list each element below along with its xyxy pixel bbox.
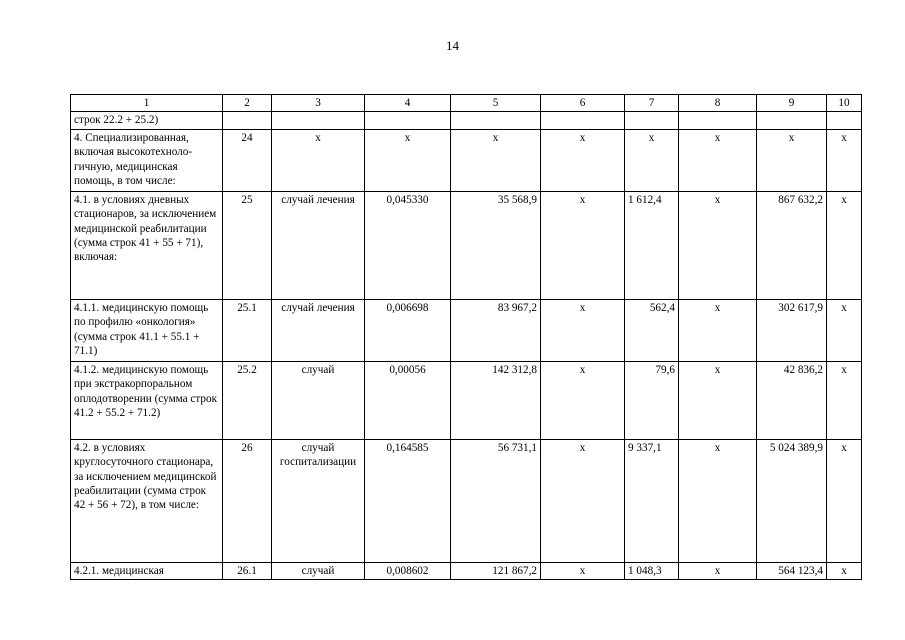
value-cell: х	[679, 129, 757, 191]
value-cell: 5 024 389,9	[757, 439, 827, 562]
value-cell: х	[757, 129, 827, 191]
value-cell: 79,6	[625, 361, 679, 439]
table-row	[71, 439, 862, 562]
row-number: 26.1	[223, 562, 272, 579]
table-row	[71, 112, 862, 129]
page-number: 14	[446, 38, 459, 53]
row-label: 4.1.2. медицинскую помощь при экстракорпоральном оплодотворении (сумма строк 41.2 + 55.2 + 71.2)	[71, 361, 223, 439]
column-header: 3	[272, 95, 365, 112]
norm-cell: 0,164585	[365, 439, 451, 562]
cost-cell: 121 867,2	[451, 562, 541, 579]
norm-cell: 0,008602	[365, 562, 451, 579]
value-cell: х	[827, 439, 862, 562]
unit-cell: х	[272, 129, 365, 191]
column-header: 8	[679, 95, 757, 112]
norm-cell	[365, 112, 451, 129]
column-header: 7	[625, 95, 679, 112]
unit-cell: случай лечения	[272, 191, 365, 299]
cost-cell: 142 312,8	[451, 361, 541, 439]
value-cell: х	[827, 191, 862, 299]
row-number: 25.2	[223, 361, 272, 439]
value-cell	[541, 112, 625, 129]
value-cell: х	[827, 562, 862, 579]
value-cell: х	[541, 299, 625, 361]
value-cell: х	[827, 299, 862, 361]
column-header: 1	[71, 95, 223, 112]
norm-cell: 0,006698	[365, 299, 451, 361]
value-cell: х	[541, 562, 625, 579]
table-row	[71, 562, 862, 579]
table-row	[71, 299, 862, 361]
value-cell	[827, 112, 862, 129]
table-row	[71, 361, 862, 439]
unit-cell	[272, 112, 365, 129]
value-cell: 42 836,2	[757, 361, 827, 439]
row-label: 4.1. в условиях дневных стационаров, за исключением медицинской реабилитации (сумма строк 41 + 55 + 71), включая:	[71, 191, 223, 299]
norm-cell: 0,045330	[365, 191, 451, 299]
value-cell: х	[625, 129, 679, 191]
cost-cell	[451, 112, 541, 129]
data-table	[70, 94, 862, 580]
column-header: 9	[757, 95, 827, 112]
table-header-row	[71, 95, 862, 112]
value-cell: х	[679, 299, 757, 361]
value-cell: 9 337,1	[625, 439, 679, 562]
cost-cell: 56 731,1	[451, 439, 541, 562]
value-cell: 564 123,4	[757, 562, 827, 579]
value-cell: х	[541, 439, 625, 562]
column-header: 5	[451, 95, 541, 112]
cost-cell: 35 568,9	[451, 191, 541, 299]
value-cell: х	[679, 361, 757, 439]
row-number	[223, 112, 272, 129]
column-header: 4	[365, 95, 451, 112]
column-header: 10	[827, 95, 862, 112]
value-cell: 1 048,3	[625, 562, 679, 579]
value-cell: 1 612,4	[625, 191, 679, 299]
value-cell: х	[827, 361, 862, 439]
cost-cell: х	[451, 129, 541, 191]
value-cell	[679, 112, 757, 129]
value-cell: х	[827, 129, 862, 191]
norm-cell: 0,00056	[365, 361, 451, 439]
row-label: строк 22.2 + 25.2)	[71, 112, 223, 129]
cost-cell: 83 967,2	[451, 299, 541, 361]
row-number: 26	[223, 439, 272, 562]
column-header: 6	[541, 95, 625, 112]
value-cell: х	[679, 439, 757, 562]
row-number: 25.1	[223, 299, 272, 361]
unit-cell: случай	[272, 562, 365, 579]
unit-cell: случай госпитализации	[272, 439, 365, 562]
value-cell: 302 617,9	[757, 299, 827, 361]
table-row	[71, 191, 862, 299]
unit-cell: случай	[272, 361, 365, 439]
row-label: 4.2. в условиях круглосуточного стационара, за исключением медицинской реабилитации (сумма строк 42 + 56 + 72), в том числе:	[71, 439, 223, 562]
value-cell: х	[679, 191, 757, 299]
table-row	[71, 129, 862, 191]
value-cell	[625, 112, 679, 129]
row-label: 4.1.1. медицинскую помощь по профилю «онкология» (сумма строк 41.1 + 55.1 + 71.1)	[71, 299, 223, 361]
row-label: 4. Специализированная, включая высокотехноло-гичную, медицинская помощь, в том числе:	[71, 129, 223, 191]
value-cell: х	[679, 562, 757, 579]
norm-cell: х	[365, 129, 451, 191]
unit-cell: случай лечения	[272, 299, 365, 361]
value-cell	[757, 112, 827, 129]
column-header: 2	[223, 95, 272, 112]
row-label: 4.2.1. медицинская	[71, 562, 223, 579]
row-number: 25	[223, 191, 272, 299]
row-number: 24	[223, 129, 272, 191]
value-cell: х	[541, 191, 625, 299]
value-cell: х	[541, 361, 625, 439]
value-cell: 562,4	[625, 299, 679, 361]
value-cell: х	[541, 129, 625, 191]
value-cell: 867 632,2	[757, 191, 827, 299]
